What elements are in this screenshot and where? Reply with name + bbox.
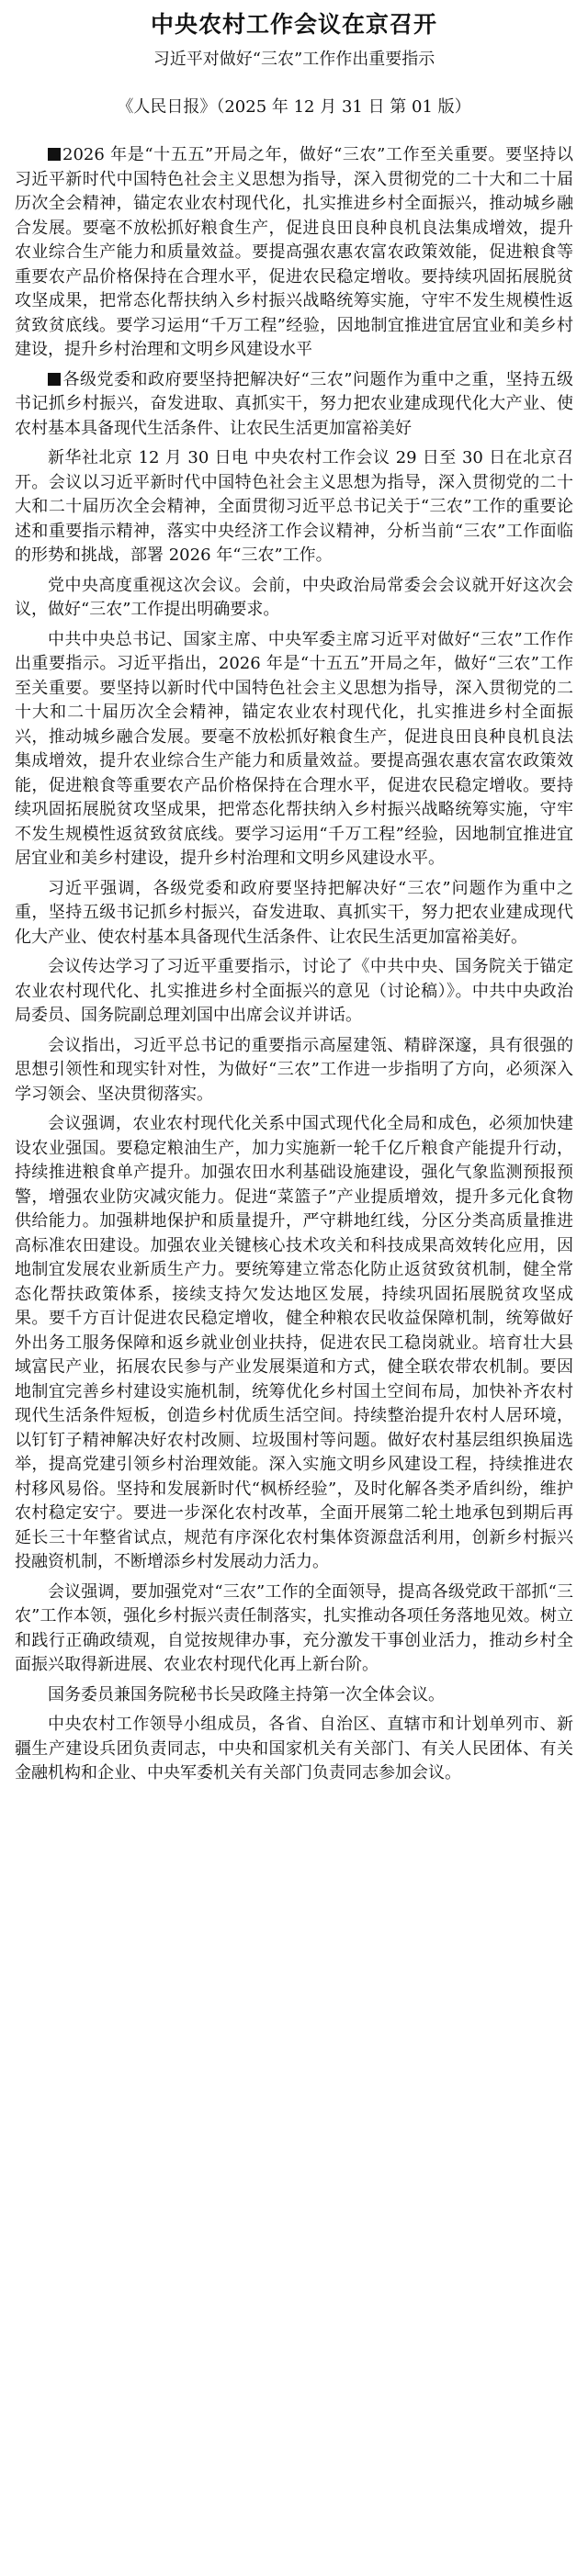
article-title: 中央农村工作会议在京召开 bbox=[150, 11, 437, 38]
article-subtitle: 习近平对做好“三农”工作作出重要指示 bbox=[153, 50, 435, 69]
article-source: 《人民日报》（2025 年 12 月 31 日 第 01 版） bbox=[117, 97, 471, 117]
lead-paragraph-2-text: 各级党委和政府要坚持把解决好“三农”问题作为重中之重，坚持五级书记抓乡村振兴，奋发进取、真抓实干，努力把农业建成现代化大产业、使农村基本具备现代生活条件、让农民生活更加富裕美好 bbox=[15, 369, 573, 438]
lead-paragraph-2 bbox=[15, 368, 573, 442]
lead-paragraph-1 bbox=[15, 143, 573, 363]
body-paragraph: 中共中央总书记、国家主席、中央军委主席习近平对做好“三农”工作作出重要指示。习近平指出，2026 年是“十五五”开局之年，做好“三农”工作至关重要。要坚持以新时代中国特色社会主义思想为指导，深入贯彻党的二十大和二十届历次全会精神，锚定农业农村现代化，扎实推进乡村全面振兴，推动城乡融合发展。要毫不放松抓好粮食生产，促进良田良种良机良法集成增效，提升农业综合生产能力和质量效益。要提高强农惠农富农政策效能，促进粮食等重要农产品价格保持在合理水平，促进农民稳定增收。要持续巩固拓展脱贫攻坚成果，把常态化帮扶纳入乡村振兴战略统筹实施，守牢不发生规模性返贫致贫底线。要学习运用“千万工程”经验，因地制宜推进宜居宜业和美乡村建设，提升乡村治理和文明乡风建设水平。 bbox=[15, 629, 573, 868]
body-paragraph: 国务委员兼国务院秘书长吴政隆主持第一次全体会议。 bbox=[48, 1684, 445, 1704]
body-paragraph: 会议强调，农业农村现代化关系中国式现代化全局和成色，必须加快建设农业强国。要稳定粮油生产，加力实施新一轮千亿斤粮食产能提升行动，持续推进粮食单产提升。加强农田水利基础设施建设，强化气象监测预报预警，增强农业防灾减灾能力。促进“菜篮子”产业提质增效，提升多元化食物供给能力。加强耕地保护和质量提升，严守耕地红线，分区分类高质量推进高标准农田建设。加强农业关键核心技术攻关和科技成果高效转化应用，因地制宜发展农业新质生产力。要统筹建立常态化防止返贫致贫机制，健全常态化帮扶政策体系，接续支持欠发达地区发展，持续巩固拓展脱贫攻坚成果。要千方百计促进农民稳定增收，健全种粮农民收益保障机制，统筹做好外出务工服务保障和返乡就业创业扶持，促进农民工稳岗就业。培育壮大县域富民产业，拓展农民参与产业发展渠道和方式，健全联农带农机制。要因地制宜完善乡村建设实施机制，统筹优化乡村国土空间布局，加快补齐农村现代生活条件短板，创造乡村优质生活空间。持续整治提升农村人居环境，以钉钉子精神解决好农村改厕、垃圾围村等问题。做好农村基层组织换届选举，提高党建引领乡村治理效能。深入实施文明乡风建设工程，持续推进农村移风易俗。坚持和发展新时代“枫桥经验”，及时化解各类矛盾纠纷，维护农村稳定安宁。要进一步深化农村改革，全面开展第二轮土地承包到期后再延长三十年整省试点，规范有序深化农村集体资源盘活利用，创新乡村振兴投融资机制，不断增添乡村发展动力活力。 bbox=[15, 1114, 573, 1571]
body-paragraph: 习近平强调，各级党委和政府要坚持把解决好“三农”问题作为重中之重，坚持五级书记抓乡村振兴，奋发进取、真抓实干，努力把农业建成现代化大产业、使农村基本具备现代生活条件、让农民生活更加富裕美好。 bbox=[15, 878, 573, 947]
body-paragraph: 会议传达学习了习近平重要指示，讨论了《中共中央、国务院关于锚定农业农村现代化、扎实推进乡村全面振兴的意见（讨论稿）》。中共中央政治局委员、国务院副总理刘国中出席会议并讲话。 bbox=[15, 957, 573, 1025]
black-square-icon bbox=[48, 148, 61, 161]
body-paragraph: 新华社北京 12 月 30 日电 中央农村工作会议 29 日至 30 日在北京召开。会议以习近平新时代中国特色社会主义思想为指导，深入贯彻党的二十大和二十届历次全会精神，全面贯彻习近平总书记关于“三农”工作的重要论述和重要指示精神，落实中央经济工作会议精神，分析当前“三农”工作面临的形势和挑战，部署 2026 年“三农”工作。 bbox=[15, 448, 573, 565]
body-paragraph: 党中央高度重视这次会议。会前，中央政治局常委会会议就开好这次会议，做好“三农”工作提出明确要求。 bbox=[15, 575, 573, 619]
body-paragraph: 会议指出，习近平总书记的重要指示高屋建瓴、精辟深邃，具有很强的思想引领性和现实针对性，为做好“三农”工作进一步指明了方向，必须深入学习领会、坚决贯彻落实。 bbox=[15, 1035, 573, 1104]
body-paragraph: 会议强调，要加强党对“三农”工作的全面领导，提高各级党政干部抓“三农”工作本领，强化乡村振兴责任制落实，扎实推动各项任务落地见效。树立和践行正确政绩观，自觉按规律办事，充分激发干事创业活力，推动乡村全面振兴取得新进展、农业农村现代化再上新台阶。 bbox=[15, 1581, 573, 1674]
body-paragraph: 中央农村工作领导小组成员，各省、自治区、直辖市和计划单列市、新疆生产建设兵团负责同志，中央和国家机关有关部门、有关人民团体、有关金融机构和企业、中央军委机关有关部门负责同志参加会议。 bbox=[15, 1715, 573, 1783]
black-square-icon bbox=[48, 373, 61, 386]
article-body bbox=[15, 143, 573, 1786]
lead-paragraph-1-text: 2026 年是“十五五”开局之年，做好“三农”工作至关重要。要坚持以习近平新时代中国特色社会主义思想为指导，深入贯彻党的二十大和二十届历次全会精神，锚定农业农村现代化，扎实推进乡村全面振兴，推动城乡融合发展。要毫不放松抓好粮食生产，促进良田良种良机良法集成增效，提升农业综合生产能力和质量效益。要提高强农惠农富农政策效能，促进粮食等重要农产品价格保持在合理水平，促进农民稳定增收。要持续巩固拓展脱贫攻坚成果，把常态化帮扶纳入乡村振兴战略统筹实施，守牢不发生规模性返贫致贫底线。要学习运用“千万工程”经验，因地制宜推进宜居宜业和美乡村建设，提升乡村治理和文明乡风建设水平 bbox=[15, 145, 573, 359]
